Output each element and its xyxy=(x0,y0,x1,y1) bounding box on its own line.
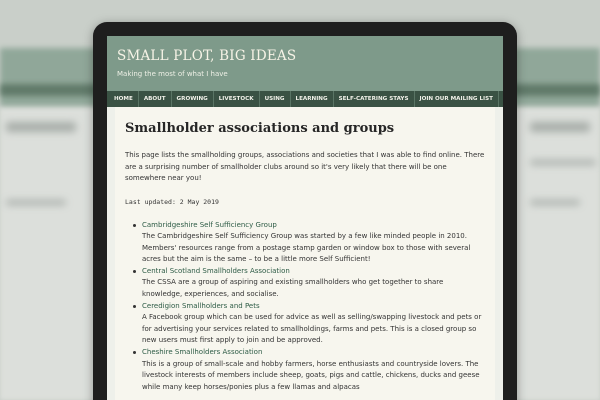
group-description: A Facebook group which can be used for advice as well as selling/swapping livestock and pets or for advertising your services related to smallholdings, farms and pets. This is a closed group so new users must first apply to join and be approved. xyxy=(142,313,482,345)
list-item xyxy=(133,266,485,301)
site-title[interactable]: SMALL PLOT, BIG IDEAS xyxy=(117,48,297,64)
nav-using[interactable]: USING xyxy=(260,91,291,107)
page-content xyxy=(115,107,495,400)
page-title: Smallholder associations and groups xyxy=(125,121,395,136)
backdrop-text-blur xyxy=(530,160,596,165)
site-header xyxy=(107,36,503,107)
group-description: The Cambridgeshire Self Sufficiency Group was started by a few like minded people in 2010. Members' resources range from a postage stamp garden or window box to those with several acres but the aim is the same – to be a little more Self Sufficient! xyxy=(142,232,471,264)
group-description: This is a group of small-scale and hobby farmers, horse enthusiasts and countryside lovers. The livestock interests of members include sheep, goats, pigs and cattle, chickens, ducks and geese while many keep horses/ponies plus a few llamas and alpacas xyxy=(142,359,480,391)
last-updated: Last updated: 2 May 2019 xyxy=(125,197,219,206)
laptop-frame xyxy=(93,22,517,400)
group-description: The CSSA are a group of aspiring and existing smallholders who get together to share knowledge, experiences, and socialise. xyxy=(142,278,444,299)
list-item xyxy=(133,220,485,266)
nav-about[interactable]: ABOUT xyxy=(139,91,172,107)
site-tagline: Making the most of what I have xyxy=(117,70,228,78)
backdrop-text-blur xyxy=(6,122,76,132)
group-link[interactable]: Cheshire Smallholders Association xyxy=(142,348,263,357)
groups-list xyxy=(125,220,485,394)
nav-home[interactable]: HOME xyxy=(109,91,139,107)
list-item xyxy=(133,301,485,347)
backdrop-text-blur xyxy=(530,122,590,132)
nav-self-catering-stays[interactable]: SELF-CATERING STAYS xyxy=(334,91,415,107)
intro-paragraph: This page lists the smallholding groups, associations and societies that I was able to find online. There are a surprising number of smallholder clubs around so it's very likely that there will be one somewhere near you! xyxy=(125,151,485,182)
nav-join-mailing-list[interactable]: JOIN OUR MAILING LIST xyxy=(415,91,499,107)
nav-livestock[interactable]: LIVESTOCK xyxy=(214,91,260,107)
list-item xyxy=(133,347,485,393)
nav-growing[interactable]: GROWING xyxy=(172,91,214,107)
nav-learning[interactable]: LEARNING xyxy=(291,91,334,107)
main-nav xyxy=(107,91,503,107)
backdrop-text-blur xyxy=(530,200,580,205)
group-link[interactable]: Cambridgeshire Self Sufficiency Group xyxy=(142,220,277,229)
group-link[interactable]: Central Scotland Smallholders Association xyxy=(142,266,290,275)
browser-screen xyxy=(107,36,503,400)
group-link[interactable]: Ceredigion Smallholders and Pets xyxy=(142,301,260,310)
backdrop-text-blur xyxy=(6,200,66,205)
